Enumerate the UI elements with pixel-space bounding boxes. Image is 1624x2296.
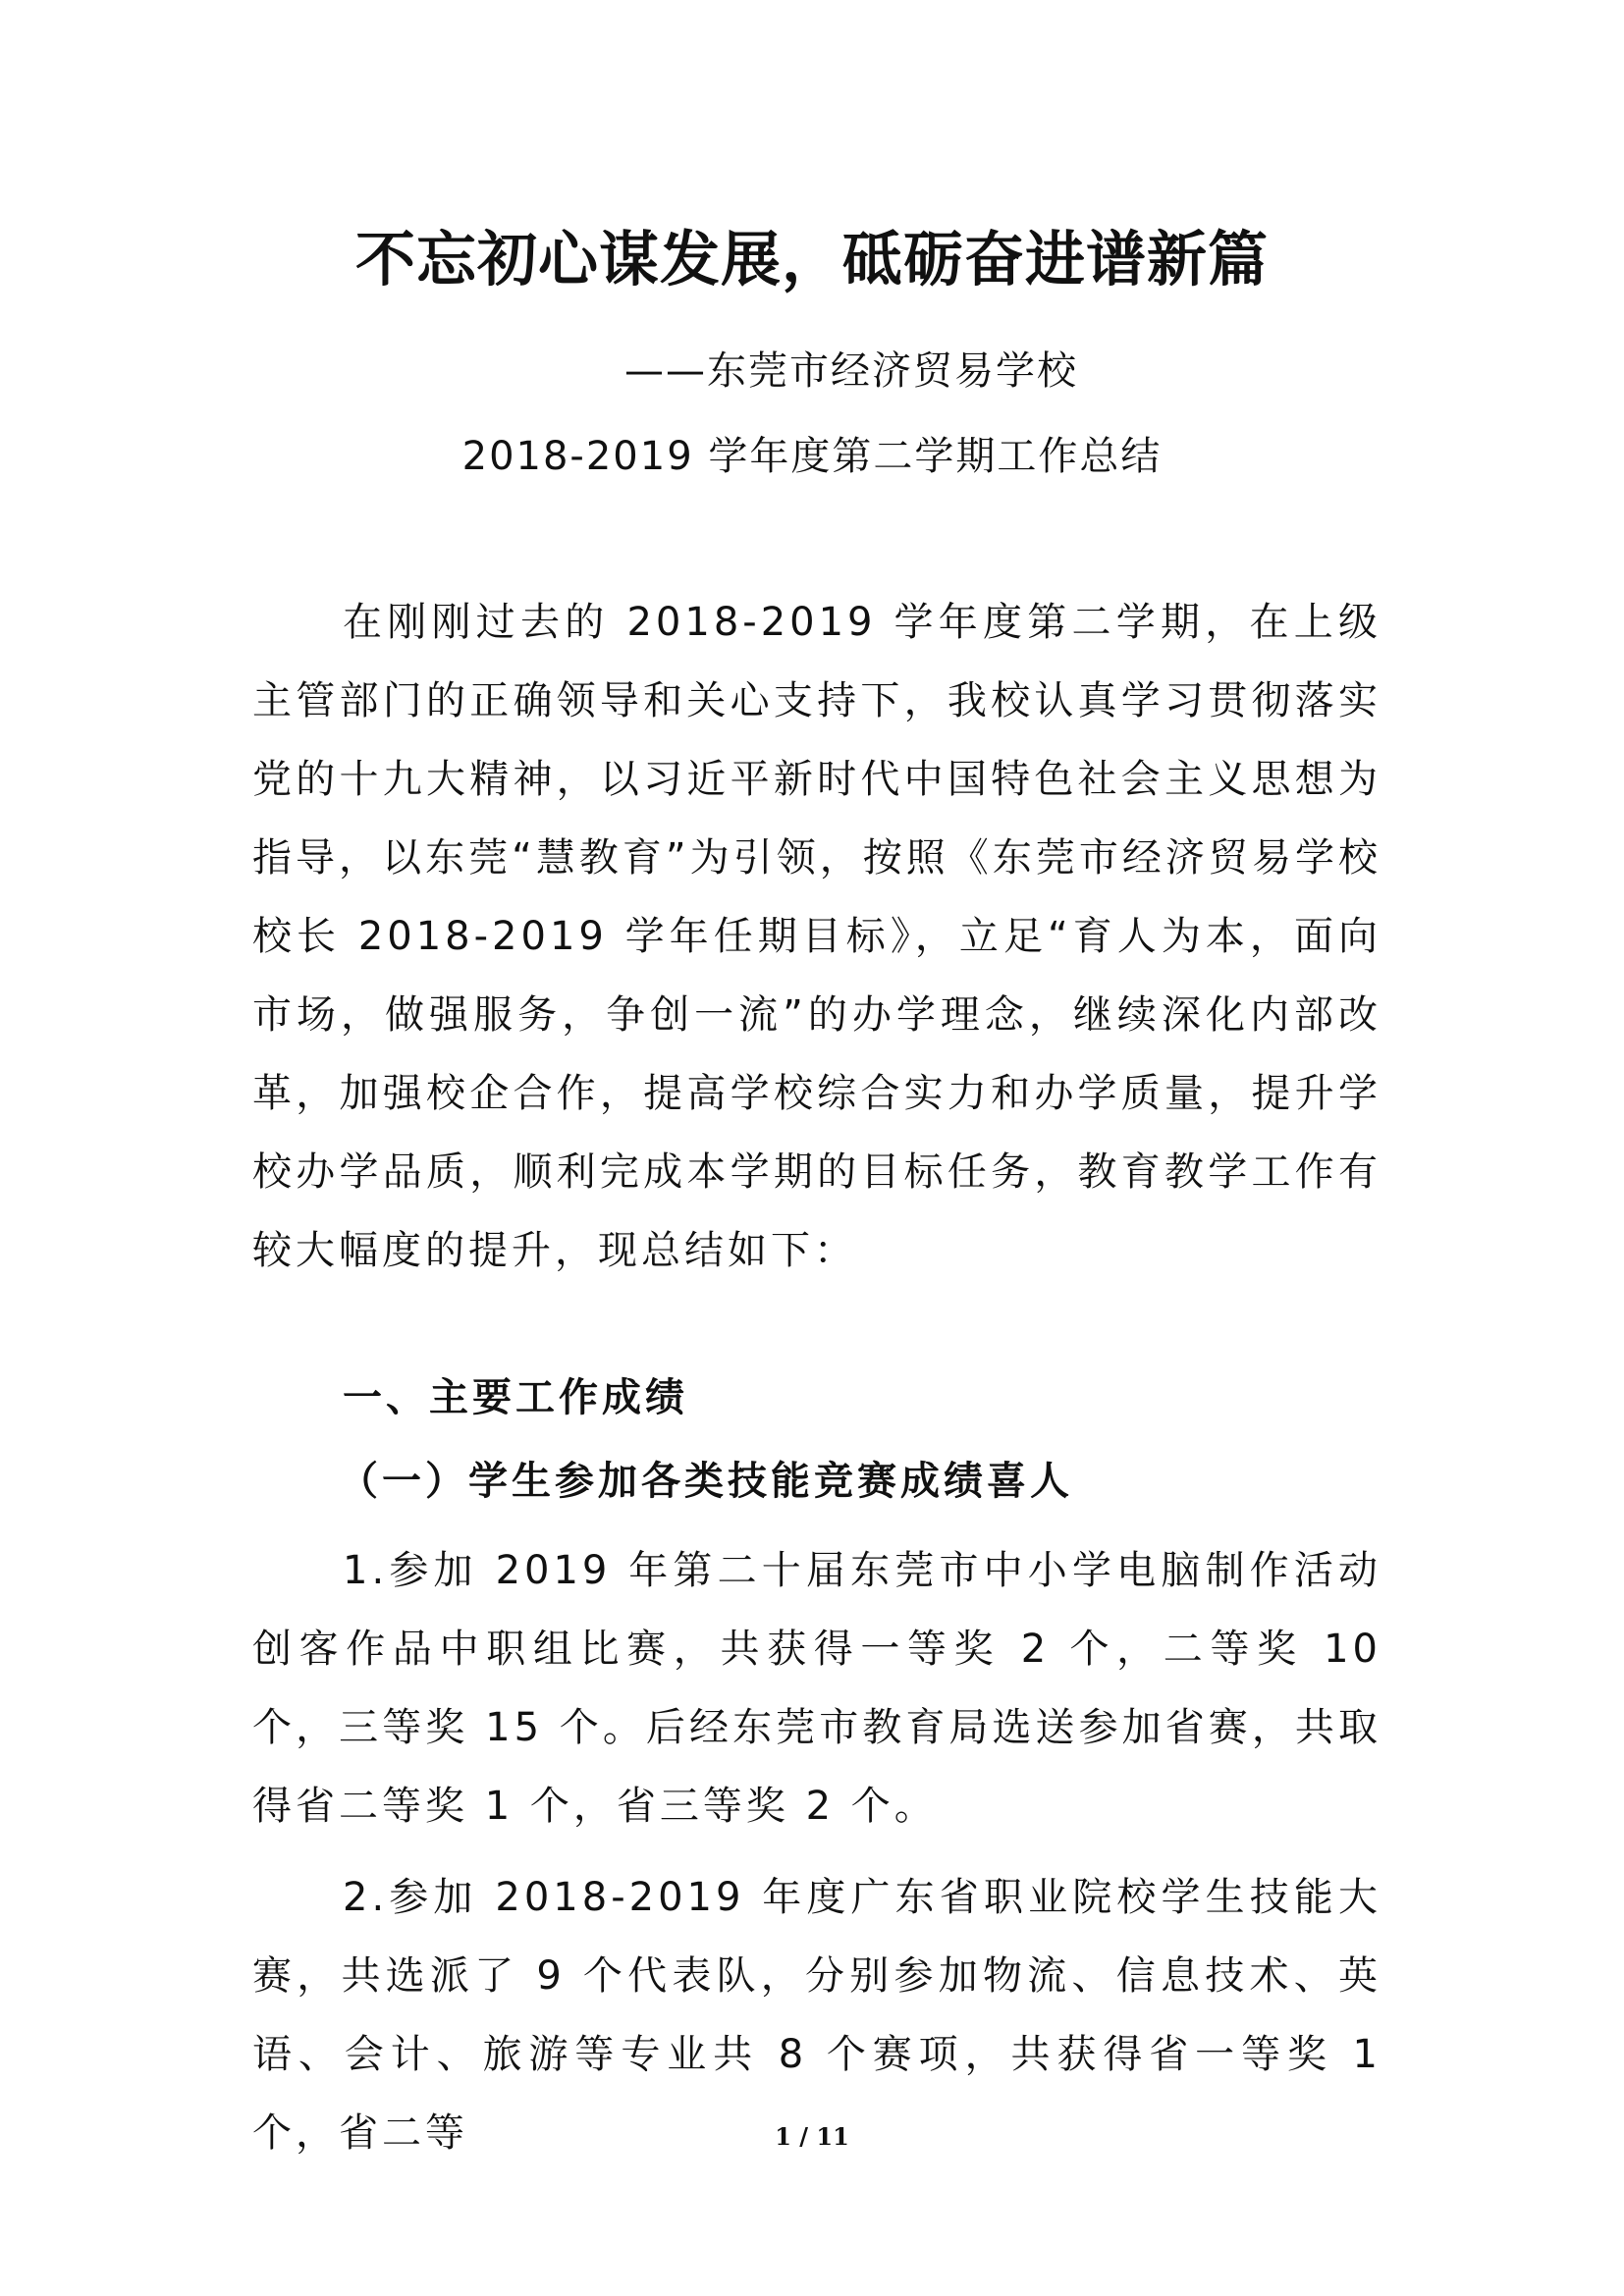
page-number: 1 / 11 [775,2122,849,2151]
section-heading: 一、主要工作成绩 [343,1375,688,1420]
document-subtitle-term: 2018-2019 学年度第二学期工作总结 [461,434,1163,479]
intro-paragraph: 在刚刚过去的 2018-2019 学年度第二学期，在上级主管部门的正确领导和关心支持下，我校认真学习贯彻落实党的十九大精神，以习近平新时代中国特色社会主义思想为指导，以东莞“慧教育”为引领，按照《东莞市经济贸易学校校长 2018-2019 学年任期目标》，立足“育人为本，面向市场，做强服务，争创一流”的办学理念，继续深化内部改革，加强校企合作，提高学校综合实力和办学质量，提升学校办学品质，顺利完成本学期的目标任务，教育教学工作有较大幅度的提升，现总结如下： [252,600,1381,1273]
document-subtitle-school: ——东莞市经济贸易学校 [624,348,1078,394]
document-title: 不忘初心谋发展，砥砺奋进谱新篇 [354,225,1269,294]
list-item-1: 1.参加 2019 年第二十届东莞市中小学电脑制作活动创客作品中职组比赛，共获得一等奖 2 个，二等奖 10 个，三等奖 15 个。后经东莞市教育局选送参加省赛，共取得省二等奖 1 个，省三等奖 2 个。 [252,1548,1381,1829]
subsection-heading: （一）学生参加各类技能竞赛成绩喜人 [339,1459,1073,1504]
list-item-2: 2.参加 2018-2019 年度广东省职业院校学生技能大赛，共选派了 9 个代表队，分别参加物流、信息技术、英语、会计、旅游等专业共 8 个赛项，共获得省一等奖 1 个，省二等 [252,1875,1381,2156]
